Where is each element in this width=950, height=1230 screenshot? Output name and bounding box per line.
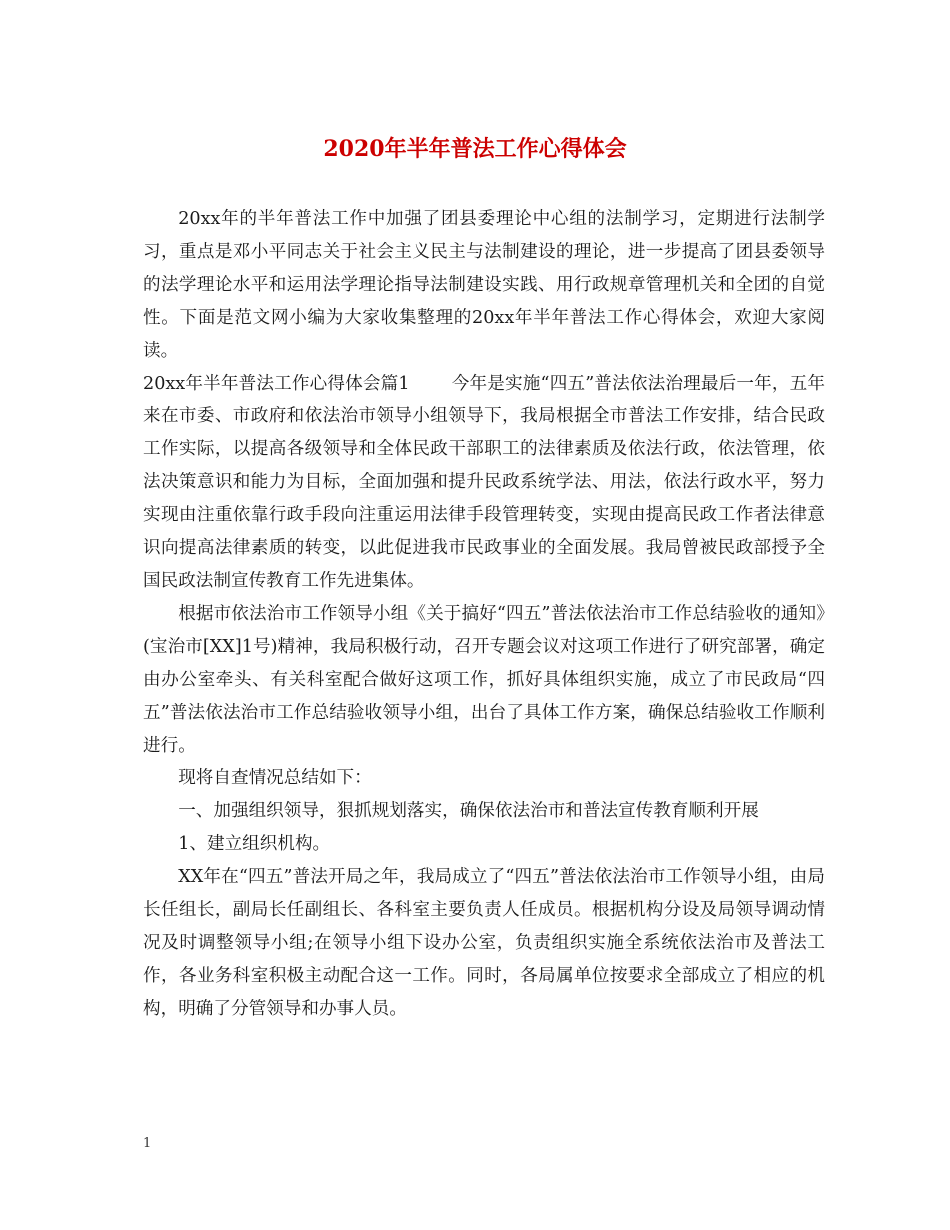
body-paragraph: 现将自查情况总结如下：: [178, 768, 372, 789]
section-paragraph: [143, 368, 825, 598]
body-paragraph: 一、加强组织领导，狠抓规划落实，确保依法治市和普法宣传教育顺利开展: [178, 801, 759, 822]
page-number: 1: [143, 1136, 152, 1151]
section-heading: 20xx年半年普法工作心得体会篇1: [143, 373, 410, 394]
intro-paragraph: 20xx年的半年普法工作中加强了团县委理论中心组的法制学习，定期进行法制学习，重点是邓小平同志关于社会主义民主与法制建设的理论，进一步提高了团县委领导的法学理论水平和运用法学理论指导法制建设实践、用行政规章管理机关和全团的自觉性。下面是范文网小编为大家收集整理的20xx年半年普法工作心得体会，欢迎大家阅读。: [143, 209, 825, 361]
document-body: [143, 203, 825, 1026]
section-text: 今年是实施“四五”普法依法治理最后一年，五年来在市委、市政府和依法治市领导小组领导下，我局根据全市普法工作安排，结合民政工作实际，以提高各级领导和全体民政干部职工的法律素质及依法行政，依法管理，依法决策意识和能力为目标，全面加强和提升民政系统学法、用法，依法行政水平，努力实现由注重依靠行政手段向注重运用法律手段管理转变，实现由提高民政工作者法律意识向提高法律素质的转变，以此促进我市民政事业的全面发展。我局曾被民政部授予全国民政法制宣传教育工作先进集体。: [143, 373, 825, 591]
body-paragraph: XX年在“四五”普法开局之年，我局成立了“四五”普法依法治市工作领导小组，由局长任组长，副局长任副组长、各科室主要负责人任成员。根据机构分设及局领导调动情况及时调整领导小组;在领导小组下设办公室，负责组织实施全系统依法治市及普法工作，各业务科室积极主动配合这一工作。同时，各局属单位按要求全部成立了相应的机构，明确了分管领导和办事人员。: [143, 867, 825, 1019]
body-paragraph: 1、建立组织机构。: [178, 834, 331, 855]
document-title: 2020年半年普法工作心得体会: [323, 136, 627, 162]
body-paragraph: 根据市依法治市工作领导小组《关于搞好“四五”普法依法治市工作总结验收的通知》(宝治市[XX]1号)精神，我局积极行动，召开专题会议对这项工作进行了研究部署，确定由办公室牵头、有关科室配合做好这项工作，抓好具体组织实施，成立了市民政局“四五”普法依法治市工作总结验收领导小组，出台了具体工作方案，确保总结验收工作顺利进行。: [143, 603, 825, 756]
